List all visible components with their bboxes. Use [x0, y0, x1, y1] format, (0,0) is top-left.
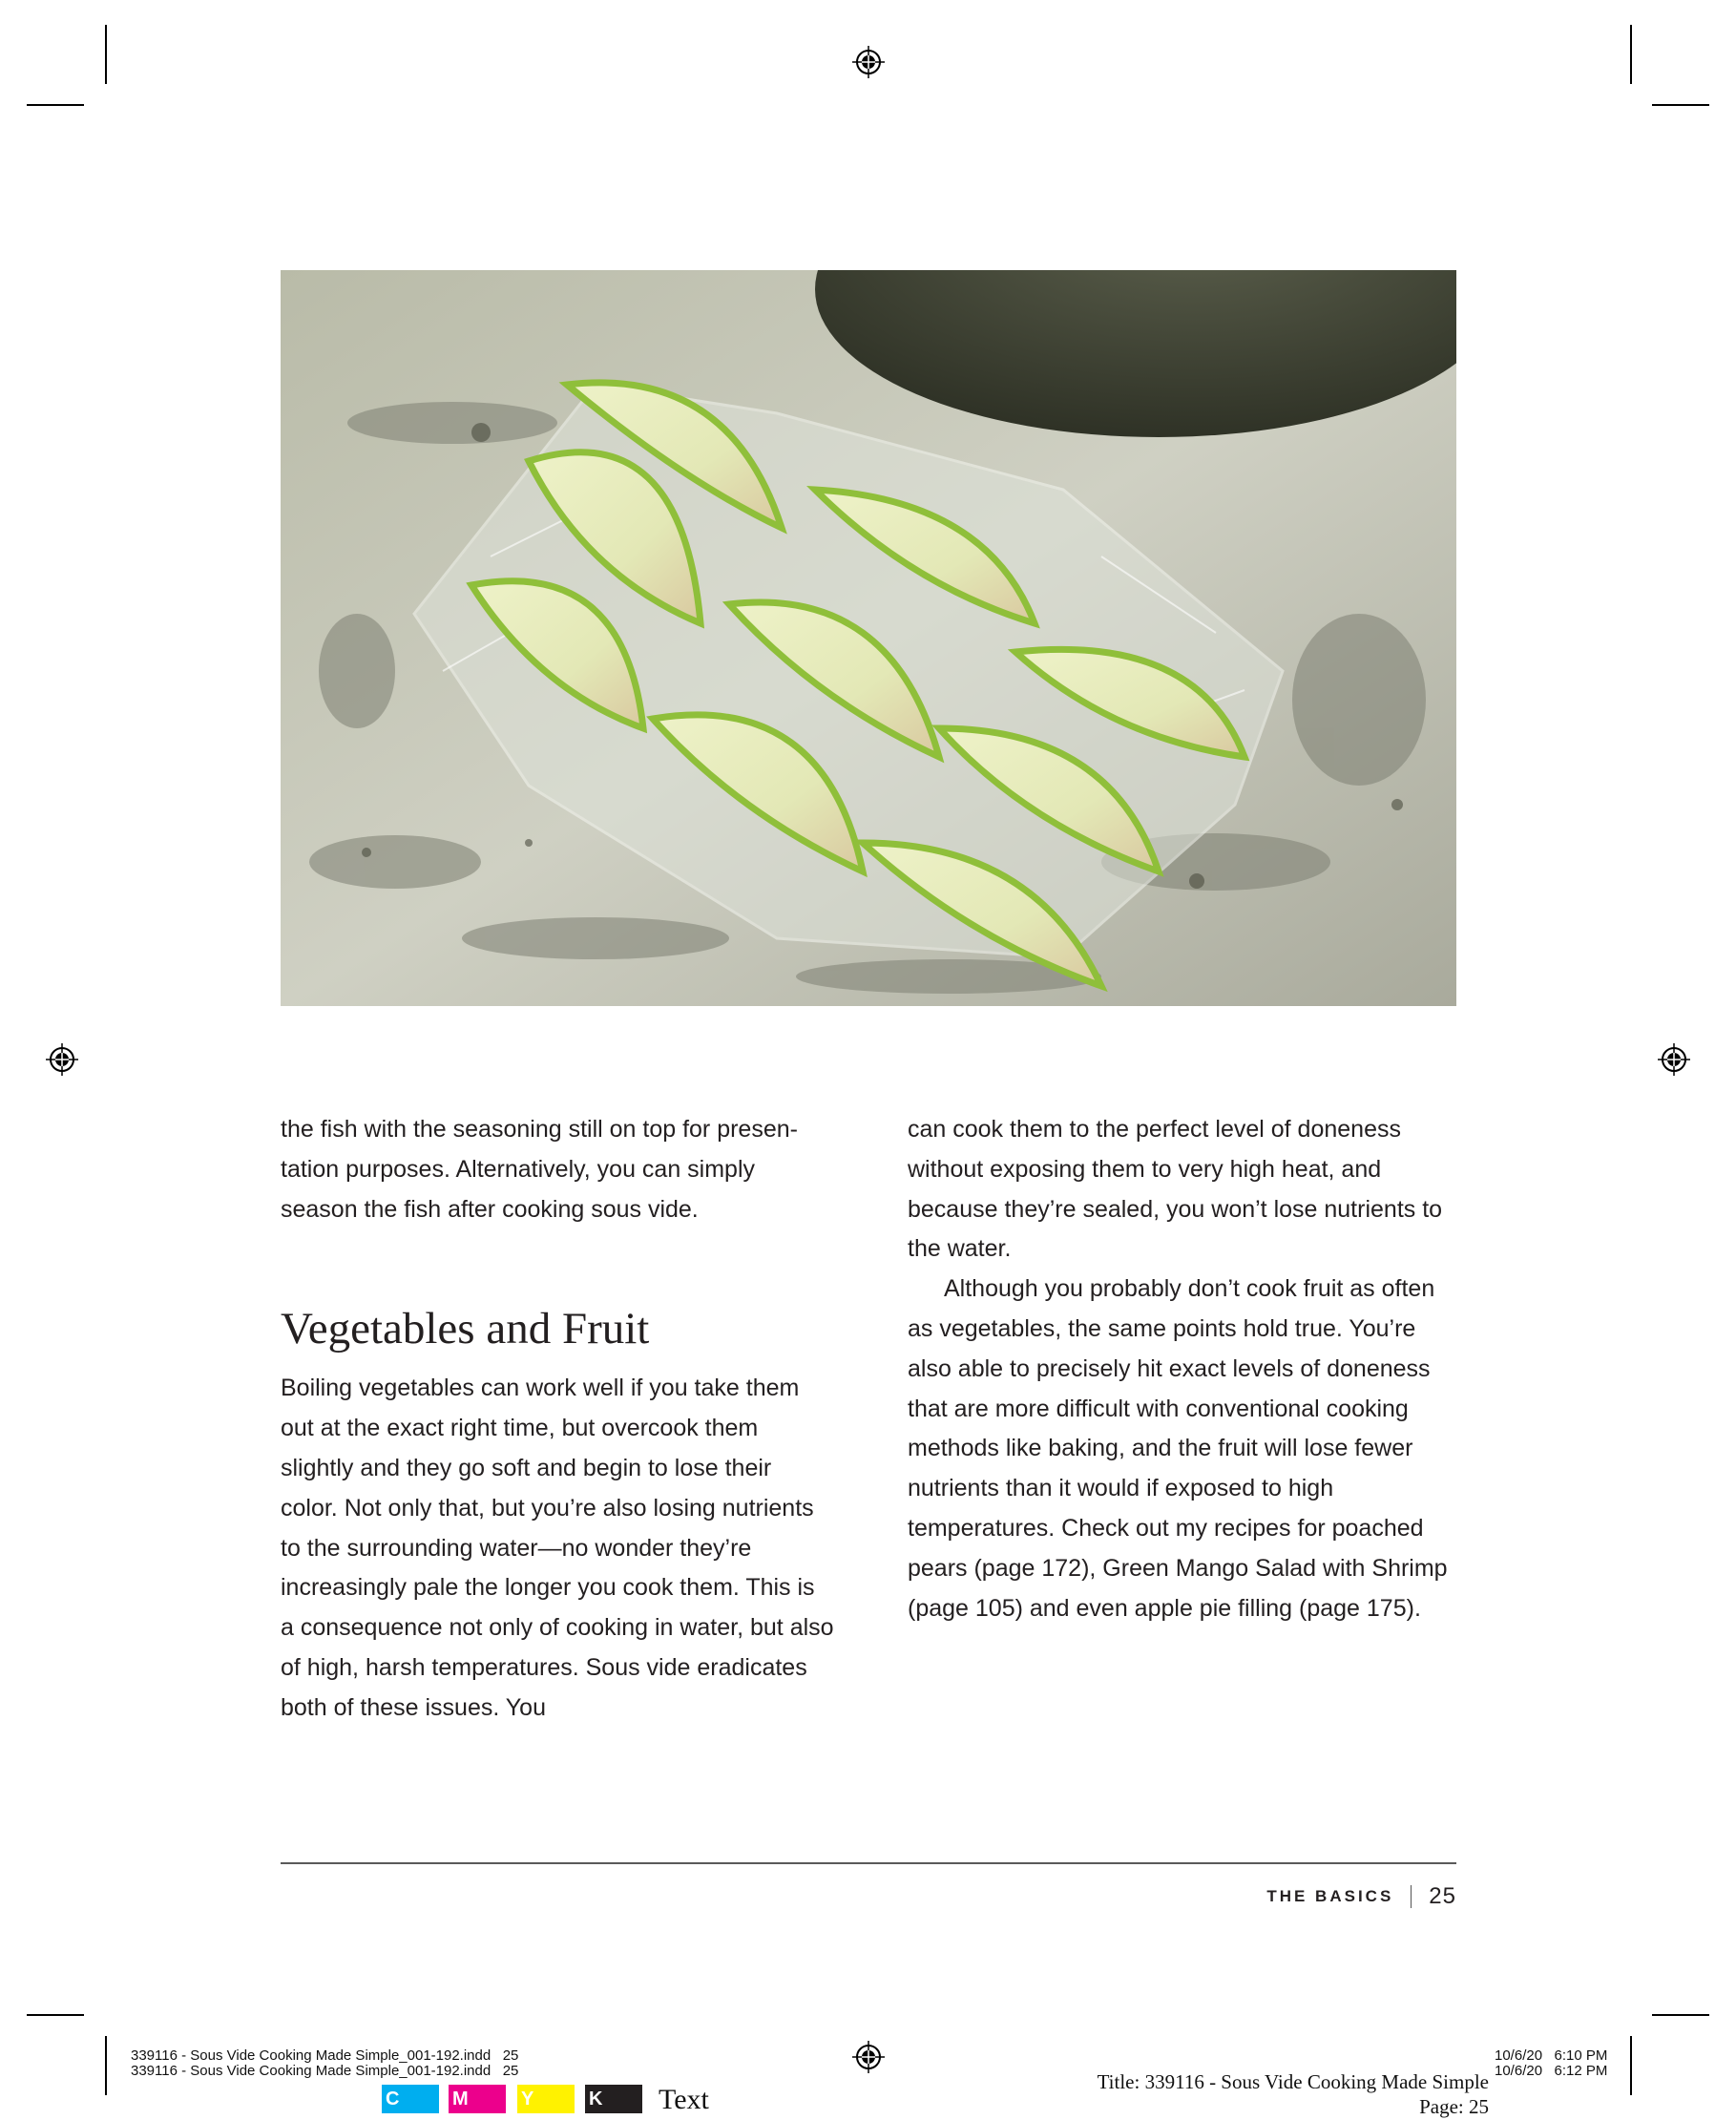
- crop-mark: [105, 25, 107, 84]
- crop-mark: [1652, 104, 1709, 106]
- page-number: 25: [1429, 1883, 1456, 1909]
- crop-mark: [1630, 25, 1632, 84]
- right-text-column: [908, 1110, 1461, 1628]
- color-swatch-cyan: C: [382, 2085, 439, 2113]
- crop-mark: [1630, 2036, 1632, 2095]
- crop-mark: [1652, 2014, 1709, 2016]
- registration-mark-icon: [852, 46, 885, 78]
- slug-file-info: [131, 2048, 518, 2079]
- apple-slices-photo: [281, 270, 1456, 1006]
- folio-divider: [1411, 1885, 1412, 1908]
- body-paragraph: Boiling vegetables can work well if you take them out at the exact right time, but overcook them slightly and they go soft and begin to lose their color. Not only that, but you’re also losing nutrients to the surrounding water—no wonder they’re increasingly pale the longer you cook them. This is a consequence not only of cooking in water, but also of high, harsh temperatures. Sous vide eradicates both of these issues. You: [281, 1375, 834, 1721]
- slug-title-info: [1098, 2069, 1489, 2119]
- body-paragraph: the fish with the seasoning still on top for presen-tation purposes. Alternatively, you can simply season the fish after cooking sous vide.: [281, 1116, 798, 1223]
- crop-mark: [27, 2014, 84, 2016]
- crop-mark: [27, 104, 84, 106]
- footer-rule: [281, 1862, 1456, 1864]
- slug-date-line: 10/6/20 6:10 PM: [1495, 2047, 1608, 2064]
- section-heading: Vegetables and Fruit: [281, 1304, 650, 1354]
- registration-mark-icon: [852, 2041, 885, 2073]
- color-swatch-yellow: Y: [517, 2085, 575, 2113]
- color-swatch-black: K: [585, 2085, 642, 2113]
- slug-page-line: Page: 25: [1419, 2095, 1489, 2118]
- swatch-label: Text: [659, 2084, 709, 2115]
- body-paragraph: can cook them to the perfect level of doneness without exposing them to very high heat, and because they’re sealed, you won’t lose nutrients to the water.: [908, 1116, 1443, 1263]
- section-name: THE BASICS: [1266, 1887, 1394, 1905]
- color-swatch-magenta: M: [449, 2085, 506, 2113]
- registration-mark-icon: [1658, 1043, 1690, 1076]
- slug-file-line: 339116 - Sous Vide Cooking Made Simple_001-192.indd 25: [131, 2063, 519, 2079]
- slug-date-info: [1495, 2048, 1607, 2079]
- slug-file-line: 339116 - Sous Vide Cooking Made Simple_001-192.indd 25: [131, 2047, 519, 2064]
- running-footer: [1266, 1882, 1456, 1911]
- crop-mark: [105, 2036, 107, 2095]
- slug-title-line: Title: 339116 - Sous Vide Cooking Made Simple: [1097, 2070, 1489, 2093]
- slug-date-line: 10/6/20 6:12 PM: [1495, 2063, 1608, 2079]
- left-text-column: [281, 1110, 834, 1729]
- body-paragraph: Although you probably don’t cook fruit as often as vegetables, the same points hold true. You’re also able to precisely hit exact levels of doneness that are more difficult with conventional cooking methods like baking, and the fruit will lose fewer nutrients than it would if exposed to high temperatures. Check out my recipes for poached pears (page 172), Green Mango Salad with Shrimp (page 105) and even apple pie filling (page 175).: [908, 1275, 1448, 1622]
- registration-mark-icon: [46, 1043, 78, 1076]
